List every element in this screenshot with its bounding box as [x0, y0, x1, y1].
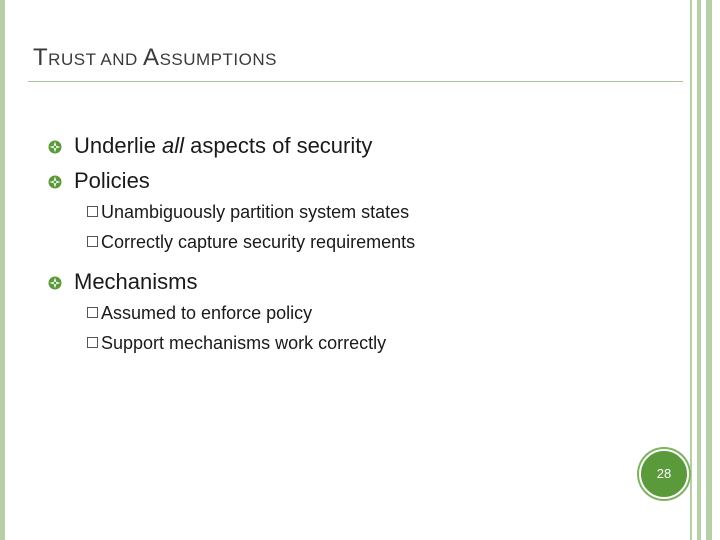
title-part: SSUMPTIONS: [159, 50, 277, 69]
bullet-policies: [47, 166, 667, 201]
bullet-text-emphasis: all: [162, 133, 185, 158]
title-underline: [28, 81, 683, 82]
checkbox-icon: [87, 337, 98, 348]
bullet-text: Mechanisms: [74, 269, 198, 294]
right-border-stripe: [690, 0, 692, 540]
checkbox-icon: [87, 236, 98, 247]
sub-bullet: [47, 302, 667, 332]
sub-bullet-text: Support mechanisms work correctly: [101, 333, 387, 353]
sub-bullet-text: Assumed to enforce policy: [101, 303, 313, 323]
left-border-stripe: [0, 0, 5, 540]
gear-star-icon: [47, 275, 63, 291]
right-border-stripe: [706, 0, 712, 540]
sub-bullet: [47, 332, 667, 362]
slide-content: [47, 131, 667, 362]
title-part: T: [33, 44, 49, 71]
title-part: A: [143, 44, 160, 71]
bullet-text: aspects of security: [184, 133, 373, 158]
right-border-stripe: [697, 0, 701, 540]
bullet-text: Underlie: [74, 133, 163, 158]
bullet-underlie: [47, 131, 667, 166]
gear-star-icon: [47, 174, 63, 190]
checkbox-icon: [87, 307, 98, 318]
checkbox-icon: [87, 206, 98, 217]
sub-bullet: [47, 201, 667, 231]
gear-star-icon: [47, 139, 63, 155]
title-part: RUST AND: [48, 50, 144, 69]
sub-bullet: [47, 231, 667, 261]
slide-title: [33, 44, 277, 72]
sub-bullet-text: Unambiguously partition system states: [101, 202, 410, 222]
bullet-mechanisms: [47, 267, 667, 302]
sub-bullet-text: Correctly capture security requirements: [101, 232, 416, 252]
page-number-badge: 28: [639, 449, 689, 499]
bullet-text: Policies: [74, 168, 150, 193]
